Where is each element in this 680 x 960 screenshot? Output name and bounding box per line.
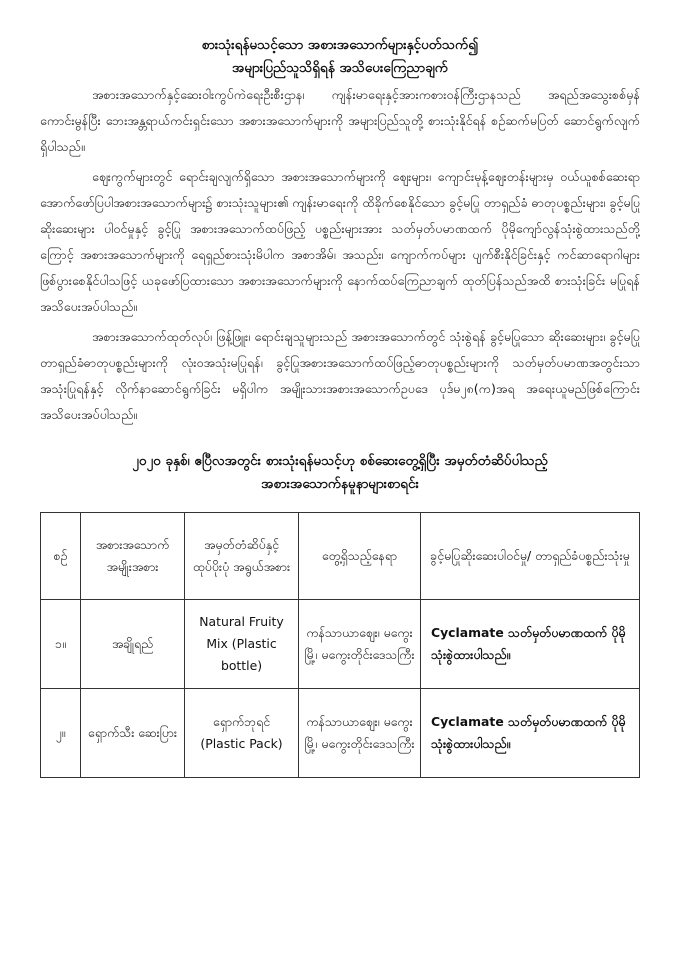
header-serial: စဉ်	[41, 513, 81, 600]
paragraph-findings: ဈေးကွက်များတွင် ရောင်းချလျက်ရှိသော အစားအသောက်များကို ဈေးများ၊ ကျောင်းမုန့်ဈေးတန်းများမှ ဝယ်ယူစစ်ဆေးရာ အောက်ဖော်ပြပါအစားအသောက်များ၌ စားသုံးသူများ၏ ကျန်းမာရေးကို ထိခိုက်စေနိုင်သော ခွင့်မပြု တာရှည်ခံ ဓာတုပစ္စည်းများ၊ ခွင့်မပြုဆိုးဆေးများ ပါဝင်မှုနှင့် ခွင့်ပြု အစားအသောက်ထပ်ဖြည့် ပစ္စည်းများအား သတ်မှတ်ပမာဏထက် ပိုမိုကျော်လွန်သုံးစွဲထားသည်တို့ကြောင့် အစားအသောက်များကို ရေရှည်စားသုံးမိပါက အစာအိမ်၊ အသည်း၊ ကျောက်ကပ်များ ပျက်စီးနိုင်ခြင်းနှင့် ကင်ဆာရောဂါများ ဖြစ်ပွားစေနိုင်ပါသဖြင့် ယခုဖော်ပြထားသော အစားအသောက်များကို နောက်ထပ်ကြေညာချက် ထုတ်ပြန်သည်အထိ စားသုံးခြင်း မပြုရန် အသိပေးအပ်ပါသည်။	[40, 169, 640, 314]
announcement-title-line1: စားသုံးရန်မသင့်သော အစားအသောက်များနှင့်ပတ်သက်၍	[201, 37, 479, 53]
cell-finding: Cyclamate သတ်မှတ်ပမာဏထက် ပိုမိုသုံးစွဲထားပါသည်။	[421, 600, 640, 689]
paragraph-warning: အစားအသောက်ထုတ်လုပ်၊ ဖြန့်ဖြူး၊ ရောင်းချသူများသည် အစားအသောက်တွင် သုံးစွဲရန် ခွင့်မပြုသော ဆိုးဆေးများ၊ ခွင့်မပြုတာရှည်ခံဓာတုပစ္စည်းများကို လုံးဝအသုံးမပြုရန်၊ ခွင့်ပြုအစားအသောက်ထပ်ဖြည့်ဓာတုပစ္စည်းများကို သတ်မှတ်ပမာဏအတွင်းသာ အသုံးပြုရန်နှင့် လိုက်နာဆောင်ရွက်ခြင်း မရှိပါက အမျိုးသားအစားအသောက်ဥပဒေ ပုဒ်မ၂၈(က)အရ အရေးယူမည်ဖြစ်ကြောင်း အသိပေးအပ်ပါသည်။	[40, 329, 640, 422]
cell-category: အချိုရည်	[81, 600, 185, 689]
cell-brand: ရှောက်ဘုရင် (Plastic Pack)	[185, 689, 299, 778]
cell-location: ကန်သာယာဈေး၊ မကွေးမြို့၊ မကွေးတိုင်းဒေသကြီး	[299, 689, 421, 778]
table-header-row	[41, 513, 640, 600]
cell-serial: ၂။	[41, 689, 81, 778]
cell-location: ကန်သာယာဈေး၊ မကွေးမြို့၊ မကွေးတိုင်းဒေသကြီး	[299, 600, 421, 689]
header-category: အစားအသောက် အမျိုးအစား	[81, 513, 185, 600]
paragraph-intro: အစားအသောက်နှင့်ဆေးဝါးကွပ်ကဲရေးဦးစီးဌာန၊ ကျန်းမာရေးနှင့်အားကစားဝန်ကြီးဌာနသည် အရည်အသွေးစစ်မှန်ကောင်းမွန်ပြီး ဘေးအန္တရာယ်ကင်းရှင်းသော အစားအသောက်များကို အများပြည်သူတို့ စားသုံးနိုင်ရန် စဉ်ဆက်မပြတ် ဆောင်ရွက်လျက် ရှိပါသည်။	[40, 87, 640, 154]
cell-finding: Cyclamate သတ်မှတ်ပမာဏထက် ပိုမိုသုံးစွဲထားပါသည်။	[421, 689, 640, 778]
announcement-title-line2: အများပြည်သူသိရှိရန် အသိပေးကြေညာချက်	[231, 60, 449, 76]
cell-brand: Natural Fruity Mix (Plastic bottle)	[185, 600, 299, 689]
cell-category: ရှောက်သီး ဆေးပြား	[81, 689, 185, 778]
table-title-line2: အစားအသောက်နမူနာများစာရင်း	[261, 476, 419, 492]
samples-table	[40, 512, 640, 778]
header-brand: အမှတ်တံဆိပ်နှင့် ထုပ်ပိုးပုံ အရွယ်အစား	[185, 513, 299, 600]
header-finding: ခွင့်မပြုဆိုးဆေးပါဝင်မှု/ တာရှည်ခံပစ္စည်းသုံးမှု	[421, 513, 640, 600]
header-location: တွေ့ရှိသည့်နေရာ	[299, 513, 421, 600]
cell-serial: ၁။	[41, 600, 81, 689]
table-title-line1: ၂၀၂၀ ခုနှစ်၊ ဧပြီလအတွင်း စားသုံးရန်မသင့်ဟု စစ်ဆေးတွေ့ရှိပြီး အမှတ်တံဆိပ်ပါသည့်	[132, 453, 548, 469]
table-row	[41, 689, 640, 778]
table-row	[41, 600, 640, 689]
